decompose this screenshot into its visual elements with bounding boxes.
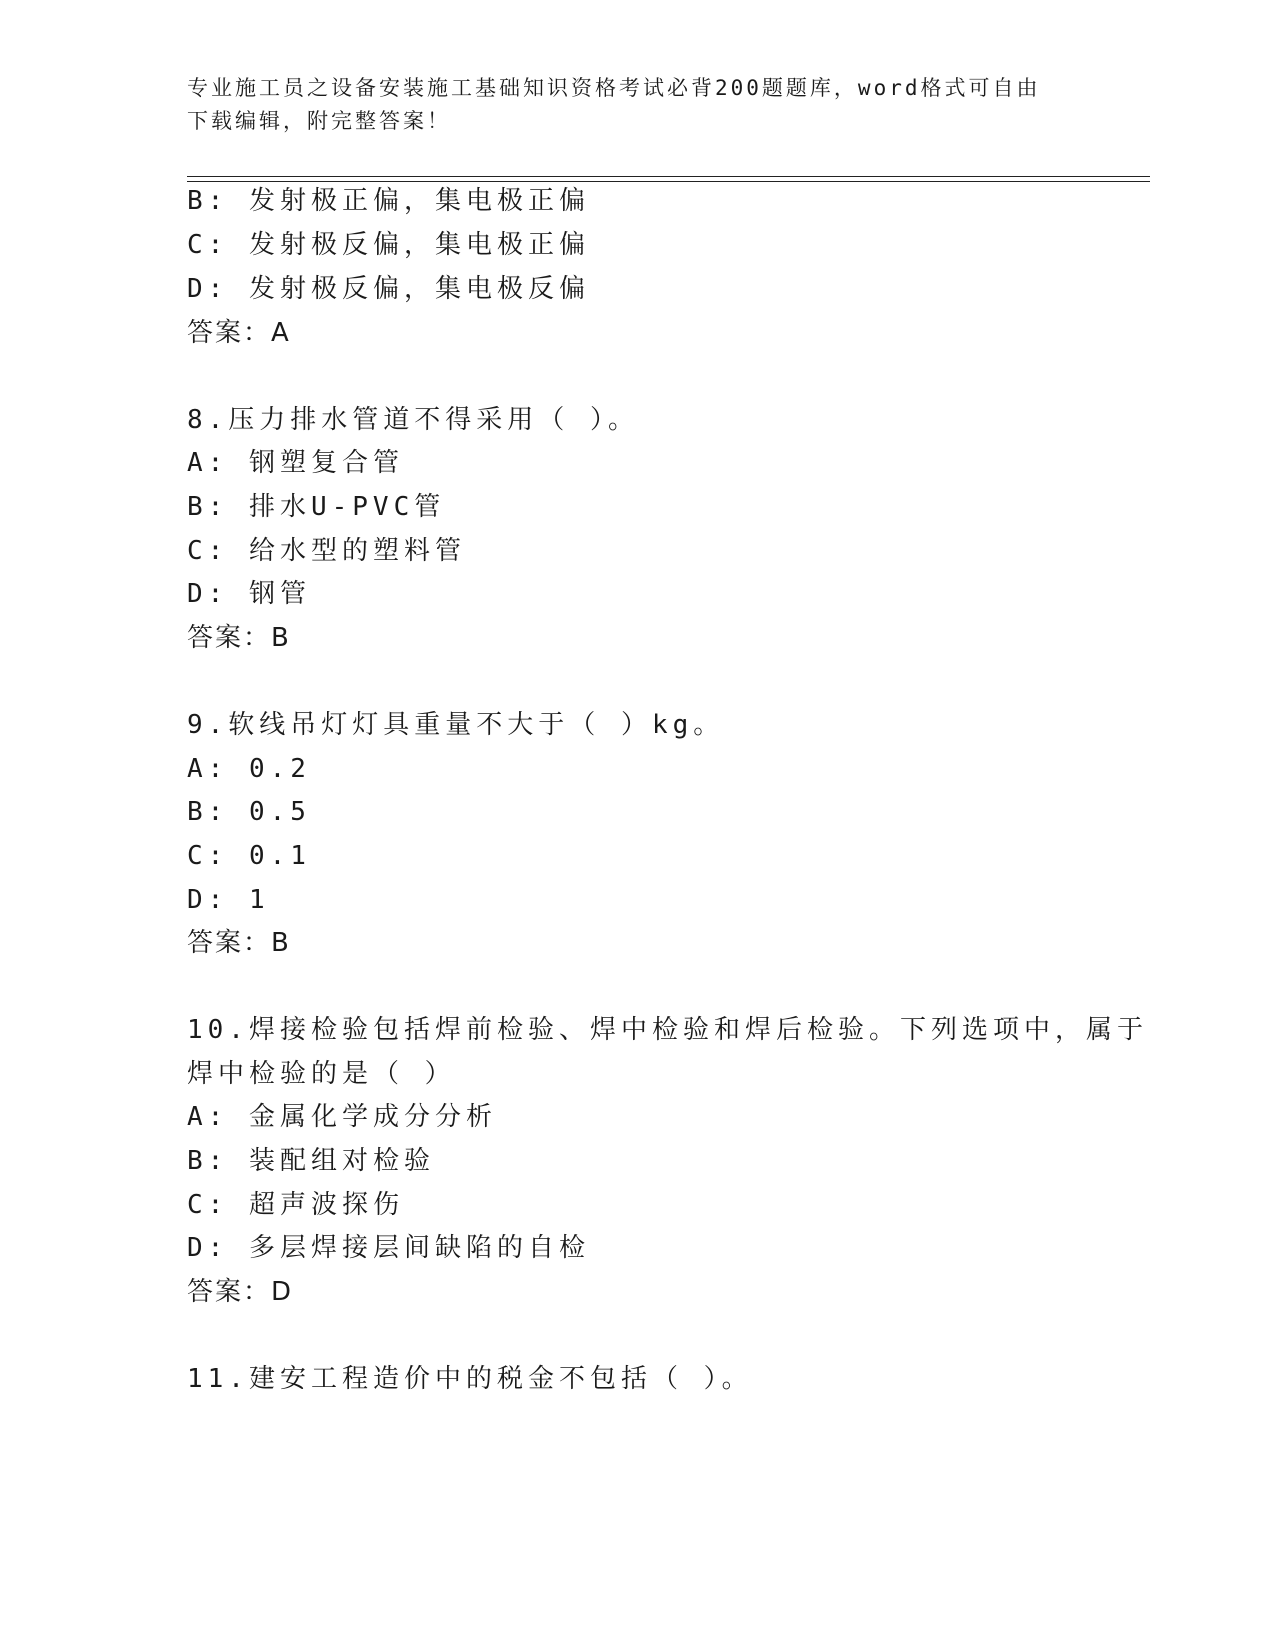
q9-question: 9.软线吊灯灯具重量不大于（ ）kg。 [187, 710, 725, 740]
q8-option-c: C: 给水型的塑料管 [187, 536, 466, 566]
header-line-1: 专业施工员之设备安装施工基础知识资格考试必背200题题库，word格式可自由 [187, 76, 1041, 100]
q10-answer: 答案：D [187, 1277, 294, 1307]
q7-option-b: B: 发射极正偏，集电极正偏 [187, 186, 590, 216]
q9-answer: 答案：B [187, 928, 291, 958]
q9-option-d: D: 1 [187, 885, 270, 915]
header-divider-bottom [187, 181, 1150, 182]
q10-option-a: A: 金属化学成分分析 [187, 1102, 497, 1132]
q10-option-d: D: 多层焊接层间缺陷的自检 [187, 1233, 590, 1263]
q11-question: 11.建安工程造价中的税金不包括（ ）。 [187, 1364, 753, 1394]
q8-option-d: D: 钢管 [187, 579, 311, 609]
document-header [187, 72, 1087, 138]
q10-option-c: C: 超声波探伤 [187, 1190, 404, 1220]
header-divider-top [187, 176, 1150, 177]
q8-option-b: B: 排水U-PVC管 [187, 492, 446, 522]
q8-option-a: A: 钢塑复合管 [187, 448, 404, 478]
q7-answer: 答案：A [187, 318, 291, 348]
header-line-2: 下载编辑，附完整答案！ [187, 109, 451, 133]
q9-option-b: B: 0.5 [187, 797, 311, 827]
q7-option-c: C: 发射极反偏，集电极正偏 [187, 230, 590, 260]
q10-option-b: B: 装配组对检验 [187, 1146, 435, 1176]
q9-option-a: A: 0.2 [187, 754, 311, 784]
q10-question-line-2: 焊中检验的是（ ） [187, 1059, 456, 1089]
q10-question-line-1: 10.焊接检验包括焊前检验、焊中检验和焊后检验。下列选项中，属于 [187, 1015, 1148, 1045]
q7-option-d: D: 发射极反偏，集电极反偏 [187, 274, 590, 304]
q9-option-c: C: 0.1 [187, 841, 311, 871]
q8-answer: 答案：B [187, 623, 291, 653]
q8-question: 8.压力排水管道不得采用（ ）。 [187, 405, 639, 435]
